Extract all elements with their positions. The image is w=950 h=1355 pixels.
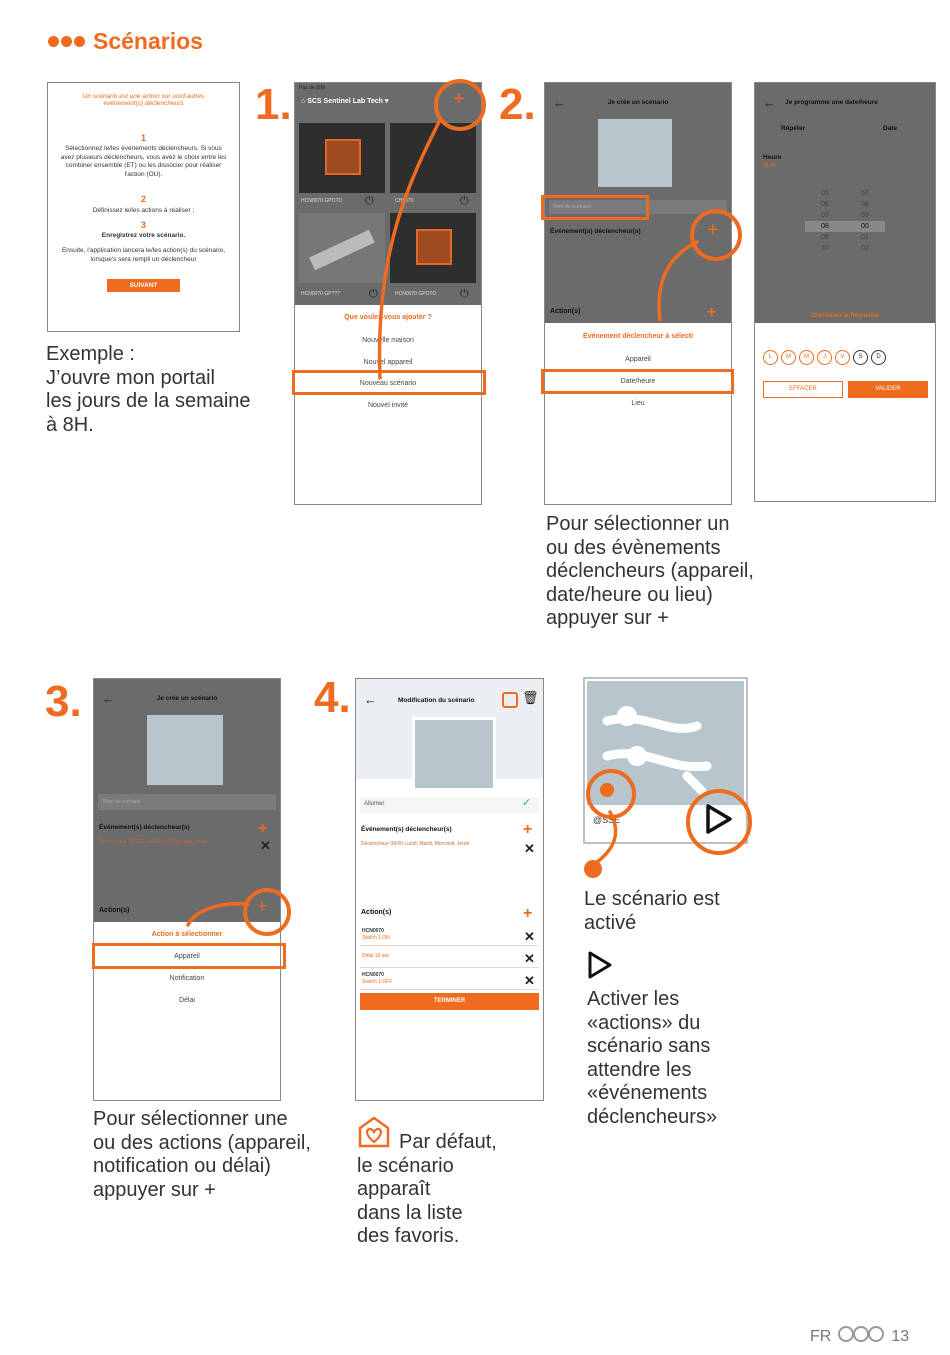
check-icon: ✓ — [522, 797, 532, 809]
page-title: Scénarios — [48, 28, 203, 55]
action-detail: Délai 10 sec — [362, 953, 390, 959]
menu-item-date-time[interactable]: Date/heure — [620, 378, 656, 385]
screen-title: Je programme une date/heure — [785, 99, 878, 106]
add-trigger-icon[interactable]: + — [523, 821, 533, 838]
menu-item[interactable]: Nouvelle maison — [362, 337, 414, 344]
delete-icon[interactable]: ✕ — [524, 973, 535, 988]
day-button[interactable]: J — [817, 350, 832, 365]
device-name: HCN0070 GP??? — [301, 291, 340, 297]
caption-step3: Pour sélectionner une ou des actions (appareil, notification ou délai) appuyer sur + — [93, 1108, 311, 1201]
name-field[interactable]: Nom du scénario — [549, 200, 727, 214]
back-arrow-icon[interactable]: ← — [553, 95, 566, 110]
day-button[interactable]: M — [781, 350, 796, 365]
intro-step-number: 3 — [140, 220, 146, 230]
next-button[interactable]: SUIVANT — [107, 279, 180, 292]
screen-title: Modification du scénario — [398, 697, 475, 704]
menu-title: Événement déclencheur à sélecti — [582, 333, 694, 340]
intro-step-text: Sélectionnez le/les événements déclencheurs. Si vous avez plusieurs déclencheurs, vous avez le choix entre les combiner ensemble (ET) ou les dissocier pour réaliser l'action (OU). — [60, 145, 227, 178]
trigger-entry: Déclencheur 08:00 Lundi, Mardi, Mercredi, Jeudi — [99, 839, 207, 845]
step-number: 4. — [314, 673, 351, 722]
hour-option-selected[interactable]: 08 — [821, 223, 829, 230]
minute-option-selected[interactable]: 00 — [861, 223, 869, 230]
menu-item[interactable]: Nouvel appareil — [363, 359, 413, 366]
action-detail: Switch 1 OFF — [362, 979, 393, 985]
hour-option[interactable]: 10 — [821, 245, 829, 252]
intro-heading: Un scénario est une action sur un/d'autres événement(s) déclencheurs — [82, 93, 205, 107]
action-device: HCN0070 — [362, 972, 384, 978]
hour-option[interactable]: 06 — [821, 201, 829, 208]
day-button[interactable]: S — [853, 350, 868, 365]
tab-repeat[interactable]: Répéter — [781, 125, 806, 132]
trash-icon[interactable]: 🗑 — [522, 690, 539, 705]
minute-option[interactable]: 02 — [861, 245, 869, 252]
back-arrow-icon[interactable]: ← — [102, 691, 115, 706]
actions-label: Action(s) — [550, 308, 581, 315]
power-icon[interactable]: ⏻ — [369, 288, 378, 300]
action-detail: Switch 1 ON — [362, 935, 390, 941]
validate-button[interactable]: VALIDER — [848, 381, 928, 398]
day-button[interactable]: V — [835, 350, 850, 365]
home-selector[interactable]: ⌂ SCS Sentinel Lab Tech ▾ — [301, 98, 389, 105]
add-trigger-icon[interactable]: + — [258, 820, 268, 837]
step-number: 3. — [45, 677, 82, 726]
name-field[interactable]: Nom du scénario — [98, 794, 276, 810]
hour-option[interactable]: 05 — [821, 190, 829, 197]
caption-step2: Pour sélectionner un ou des évènements déclencheurs (appareil, date/heure ou lieu) appuyer sur + — [546, 513, 754, 629]
step-number: 2. — [499, 80, 536, 129]
intro-step-number: 1 — [140, 133, 146, 143]
menu-item[interactable]: Nouvel invité — [367, 402, 409, 409]
step-number: 1. — [255, 80, 292, 129]
hour-value: 08:00 — [763, 163, 776, 169]
caption-step4: Par défaut, le scénario apparaît dans la liste des favoris. — [357, 1131, 497, 1247]
add-action-icon[interactable]: + — [523, 905, 533, 922]
hour-option[interactable]: 09 — [821, 234, 829, 241]
day-button[interactable]: M — [799, 350, 814, 365]
tab-date[interactable]: Date — [883, 125, 898, 132]
status-bar: Pas de SIM — [299, 85, 325, 91]
action-device: HCN0070 — [362, 928, 384, 934]
delete-icon[interactable]: ✕ — [524, 951, 535, 966]
add-icon[interactable]: + — [453, 88, 465, 110]
add-trigger-icon[interactable]: + — [707, 219, 719, 241]
delete-icon[interactable]: ✕ — [524, 841, 535, 856]
home-name: SCS Sentinel Lab Tech — [307, 98, 383, 105]
trigger-entry: Déclencheur 08:00 Lundi, Mardi, Mercredi, Jeudi — [361, 841, 469, 847]
name-field[interactable]: Allumer — [360, 797, 539, 813]
device-name: HCN0070 GPOTO — [395, 291, 437, 297]
language-code: FR — [810, 1327, 832, 1345]
menu-title: Que voulez-vous ajouter ? — [344, 314, 432, 321]
back-arrow-icon[interactable]: ← — [364, 692, 377, 707]
intro-step-text: Définissez le/les actions à réaliser ; — [92, 207, 195, 214]
frequency-label: Choisissez la fréquence — [810, 313, 880, 319]
footer — [810, 1325, 909, 1348]
back-arrow-icon[interactable]: ← — [763, 95, 776, 110]
day-button[interactable]: D — [871, 350, 886, 365]
menu-item-new-scenario[interactable]: Nouveau scénario — [359, 380, 417, 387]
screen-title: Je crée un scénario — [156, 695, 218, 702]
minute-option[interactable]: 58 — [861, 201, 869, 208]
device-name: HCN0070 GPOTO — [301, 198, 343, 204]
device-name: CH0070 — [395, 198, 414, 204]
menu-item[interactable]: Appareil — [625, 356, 651, 363]
intro-step-text: Ensuite, l'application lancera le/les action(s) du scénario, lorsque's sera rempli un déclencheur — [61, 247, 226, 263]
menu-item-device[interactable]: Appareil — [174, 953, 200, 960]
power-icon[interactable]: ⏻ — [460, 288, 469, 300]
actions-label: Action(s) — [361, 909, 392, 916]
intro-step-text: Enregistrez votre scénario. — [101, 232, 186, 239]
actions-label: Action(s) — [99, 907, 130, 914]
day-button[interactable]: L — [763, 350, 778, 365]
minute-option[interactable]: 59 — [861, 212, 869, 219]
triggers-label: Événement(s) déclencheur(s) — [99, 824, 190, 831]
scenario-tile-label: @SSE — [593, 815, 621, 825]
add-action-icon[interactable]: + — [257, 896, 268, 916]
menu-item[interactable]: Notification — [169, 975, 205, 982]
screen-title: Je crée un scénario — [607, 99, 669, 106]
power-icon[interactable]: ⏻ — [365, 195, 374, 207]
triggers-label: Événement(s) déclencheur(s) — [550, 228, 641, 235]
minute-option[interactable]: 57 — [861, 190, 869, 197]
menu-item[interactable]: Délai — [179, 997, 195, 1004]
intro-step-number: 2 — [140, 194, 146, 204]
hour-option[interactable]: 07 — [821, 212, 829, 219]
triggers-label: Événement(s) déclencheur(s) — [361, 826, 452, 833]
brand-loops-icon — [837, 1325, 885, 1348]
clear-button[interactable]: EFFACER — [763, 381, 843, 398]
menu-item[interactable]: Lieu — [631, 400, 645, 407]
add-action-icon[interactable]: + — [707, 304, 717, 321]
example-caption: Exemple : J’ouvre mon portail les jours de la semaine à 8H. — [46, 343, 251, 436]
page-number: 13 — [891, 1327, 910, 1345]
delete-icon[interactable]: ✕ — [524, 929, 535, 944]
power-icon[interactable]: ⏻ — [460, 195, 469, 207]
finish-button[interactable]: TERMINER — [360, 993, 539, 1010]
minute-option[interactable]: 01 — [861, 234, 869, 241]
delete-icon[interactable]: ✕ — [260, 838, 271, 853]
hour-label: Heure — [763, 154, 782, 161]
menu-title: Action à sélectionner — [151, 931, 223, 938]
caption-play: Activer les «actions» du scénario sans attendre les «événements déclencheurs» — [587, 988, 718, 1128]
caption-active: Le scénario est activé — [584, 888, 720, 934]
